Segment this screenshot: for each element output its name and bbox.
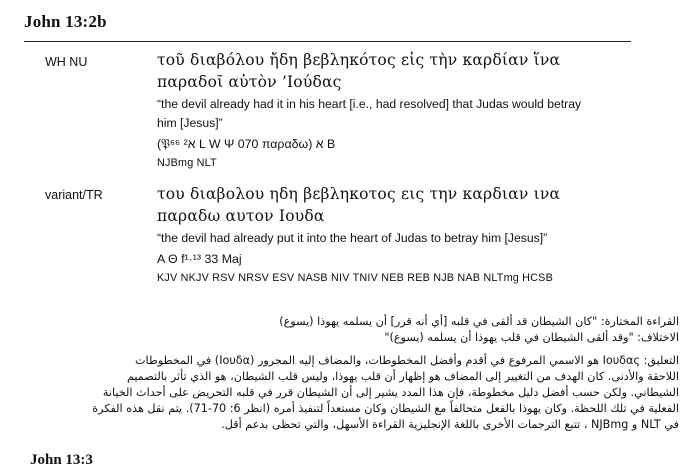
greek-text-line: παραδοῖ αὐτὸν ’Ιούδας [157,73,342,91]
arabic-commentary-line: التعليق: Ιουδας هو الاسمي المرفوع في أقدم وأفضل المخطوطات، والمضاف إليه المجرور (Ιουδα) في المخطوطات [135,354,679,367]
arabic-commentary-line: الفعلية في تلك اللحظة. وكان يهوذا بالفعل متحالفاً مع الشيطان وكان مستعداً لتنفيذ أمره (انظر 6: 70-71). يتم نقل هذه الفكرة [92,402,679,415]
translation-line: “the devil already had it in his heart [i.e., had resolved] that Judas would betray [157,97,582,111]
manuscript-witnesses: (𝔓⁶⁶ א² L W Ψ 070 παραδω) א B [157,137,336,151]
greek-text-line: παραδω αυτον Ιουδα [157,207,325,225]
arabic-selected-reading: القراءة المختارة: "كان الشيطان قد ألقى في قلبه [أي أنه قرر] أن يسلمه يهوذا (يسوع) [279,315,679,328]
translation-line: him [Jesus]” [157,116,223,130]
version-list: NJBmg NLT [157,157,217,169]
arabic-commentary-line: في NLT و NJBmg ، تتبع الترجمات الأخرى باللغة الإنجليزية القراءة الأسهل، والتي تحظى بدعم أقل. [221,418,679,431]
greek-text-line: τοῦ διαβόλου ἤδη βεβληκότος εἰς τὴν καρδίαν ἵνα [157,51,561,69]
passage-reference: John 13:2b [24,12,107,31]
version-list: KJV NKJV RSV NRSV ESV NASB NIV TNIV NEB REB NJB NAB NLTmg HCSB [157,272,553,284]
greek-text-line: του διαβολου ηδη βεβληκοτος εις την καρδιαν ινα [157,185,561,203]
reading-variant-tr [157,183,627,288]
reading-wh-nu [157,49,627,173]
reading-label-variant-tr: variant/TR [45,188,103,202]
arabic-variant: الاختلاف: "وقد ألقى الشيطان في قلب يهوذا أن يسلمه (يسوع)" [384,331,679,344]
arabic-commentary-line: اللاحقة والأدنى. كان الهدف من التغيير إلى المضاف هو إظهار أن قلب يهوذا، وليس قلب الشيطان، هو الذي تأثر بالتصميم [126,370,679,383]
manuscript-witnesses: A Θ f¹·¹³ 33 Maj [157,252,242,266]
heading-rule [24,41,631,42]
arabic-commentary-line: الشيطاني. ولكن حسب أفضل دليل مخطوطة، فإن هذا المدد يشير إلى أن الشيطان قرر في قلبه التحريض على أحداث الخيانة [102,386,679,399]
translation-line: “the devil had already put it into the heart of Judas to betray him [Jesus]” [157,231,548,245]
next-passage-heading: John 13:3 [30,452,93,468]
reading-label-wh-nu: WH NU [45,55,88,69]
